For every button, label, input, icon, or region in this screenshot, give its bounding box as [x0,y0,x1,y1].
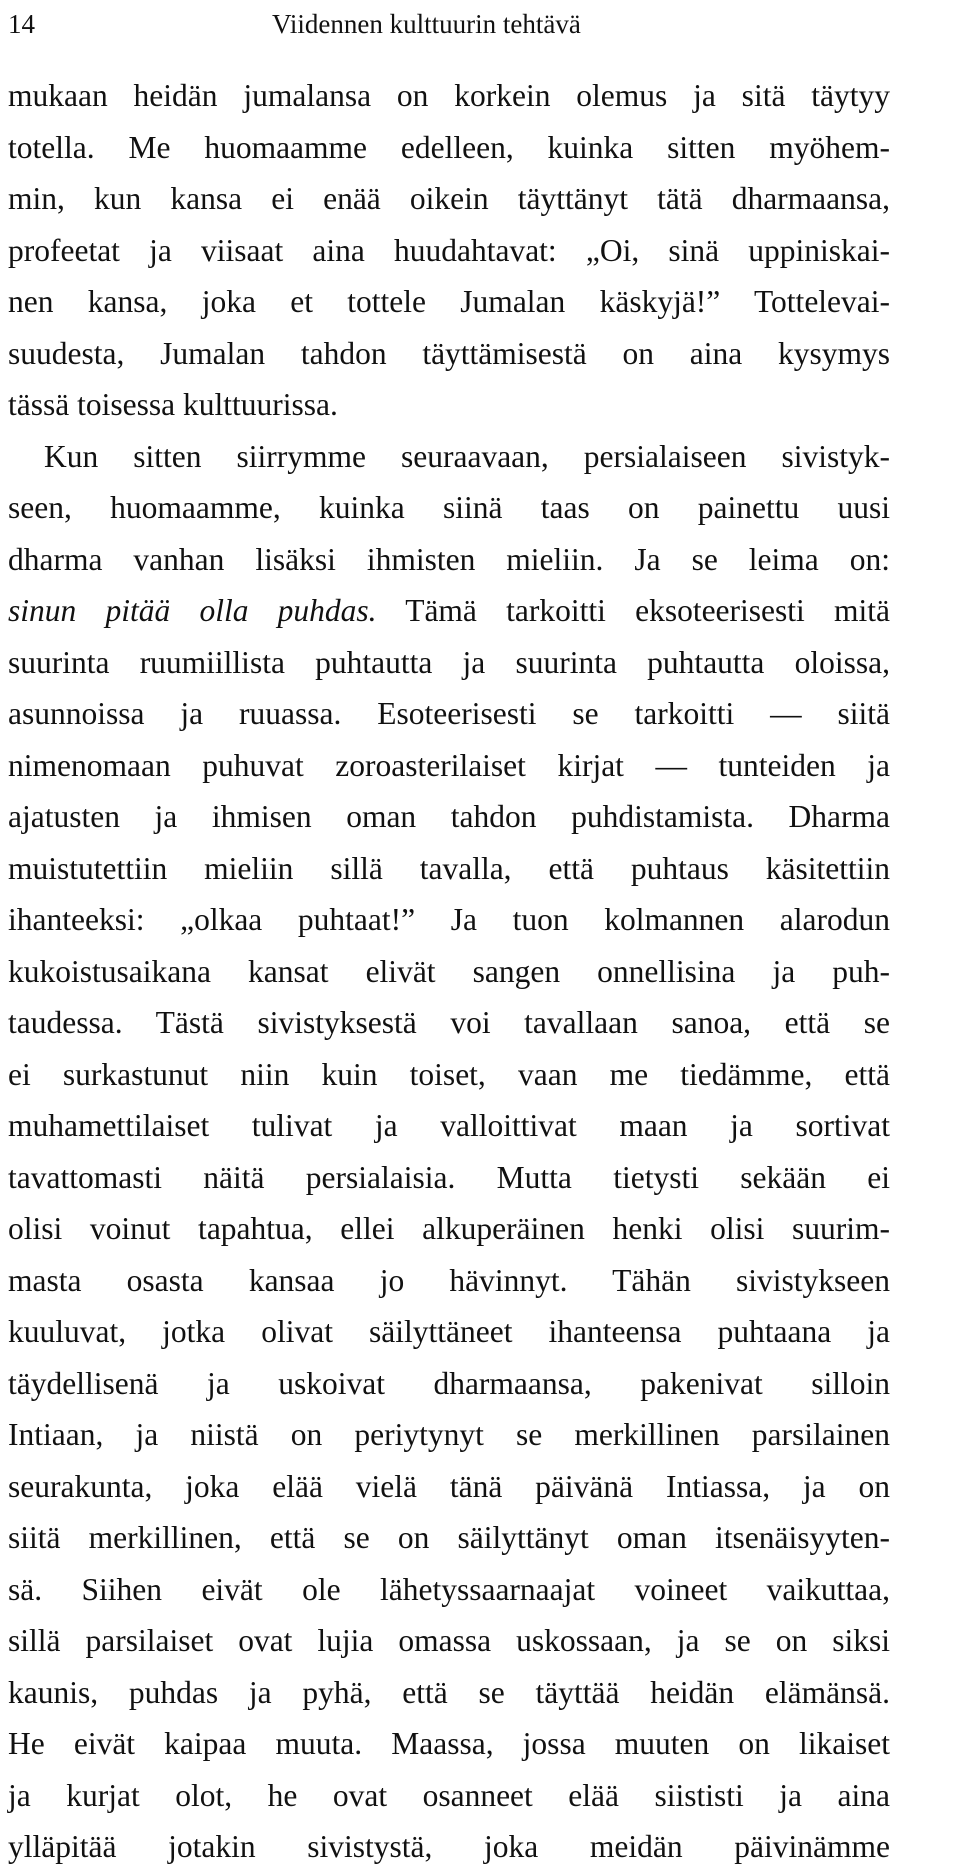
text-line: seurakunta, joka elää vielä tänä päivänä Intiassa, ja on [8,1468,890,1504]
text-line: ei surkastunut niin kuin toiset, vaan me tiedämme, että [8,1056,890,1092]
text-fragment: Tämä tarkoitti eksoteerisesti mitä [376,593,890,628]
page-number: 14 [8,9,35,39]
text-line: olisi voinut tapahtua, ellei alkuperäinen henki olisi suurim- [8,1211,890,1246]
text-line: sä. Siihen eivät ole lähetyssaarnaajat voineet vaikuttaa, [8,1571,890,1607]
text-line: profeetat ja viisaat aina huudahtavat: „Oi, sinä uppiniskai- [8,232,890,268]
text-line: kukoistusaikana kansat elivät sangen onnellisina ja puh- [8,953,890,989]
text-line: tavattomasti näitä persialaisia. Mutta tietysti sekään ei [8,1159,890,1195]
text-line: suurinta ruumiillista puhtautta ja suurinta puhtautta oloissa, [8,644,890,680]
text-line: nen kansa, joka et tottele Jumalan käskyjä!” Tottelevai- [8,284,890,319]
body-text [8,70,890,1873]
text-line: mukaan heidän jumalansa on korkein olemus ja sitä täytyy [8,78,890,113]
text-line: ajatusten ja ihmisen oman tahdon puhdistamista. Dharma [8,799,890,834]
text-line: He eivät kaipaa muuta. Maassa, jossa muuten on likaiset [8,1726,890,1761]
text-line: ihanteeksi: „olkaa puhtaat!” Ja tuon kolmannen alarodun [8,902,890,937]
text-line: seen, huomaamme, kuinka siinä taas on painettu uusi [8,490,890,525]
text-line: taudessa. Tästä sivistyksestä voi tavallaan sanoa, että se [8,1005,890,1040]
emphasized-phrase: sinun pitää olla puhdas. [8,593,377,628]
text-line: totella. Me huomaamme edelleen, kuinka sitten myöhem- [8,129,890,165]
text-line: siitä merkillinen, että se on säilyttänyt oman itsenäisyyten- [8,1520,890,1555]
text-line: kuuluvat, jotka olivat säilyttäneet ihanteensa puhtaana ja [8,1314,890,1349]
text-line: täydellisenä ja uskoivat dharmaansa, pakenivat silloin [8,1365,890,1401]
text-line: min, kun kansa ei enää oikein täyttänyt tätä dharmaansa, [8,181,890,216]
text-line: kaunis, puhdas ja pyhä, että se täyttää heidän elämänsä. [8,1674,890,1710]
text-line [8,585,890,637]
text-line: masta osasta kansaa jo hävinnyt. Tähän sivistykseen [8,1262,890,1298]
text-line: tässä toisessa kulttuurissa. [8,387,338,422]
page-header [8,4,952,44]
text-line: muistutettiin mieliin sillä tavalla, että puhtaus käsitettiin [8,850,890,886]
text-line: dharma vanhan lisäksi ihmisten mieliin. Ja se leima on: [8,541,890,577]
running-title: Viidennen kulttuurin tehtävä [272,9,581,39]
text-line: suudesta, Jumalan tahdon täyttämisestä on aina kysymys [8,335,890,371]
text-line: sillä parsilaiset ovat lujia omassa uskossaan, ja se on siksi [8,1623,890,1658]
text-line: nimenomaan puhuvat zoroasterilaiset kirjat — tunteiden ja [8,747,890,783]
text-line: ja kurjat olot, he ovat osanneet elää siististi ja aina [8,1777,890,1813]
text-line: asunnoissa ja ruuassa. Esoteerisesti se tarkoitti — siitä [8,696,890,731]
text-line: Kun sitten siirrymme seuraavaan, persialaiseen sivistyk- [44,438,890,474]
text-line: Intiaan, ja niistä on periytynyt se merkillinen parsilainen [8,1417,890,1452]
text-line: ylläpitää jotakin sivistystä, joka meidän päivinämme [8,1829,890,1864]
text-line: muhamettilaiset tulivat ja valloittivat maan ja sortivat [8,1108,890,1143]
